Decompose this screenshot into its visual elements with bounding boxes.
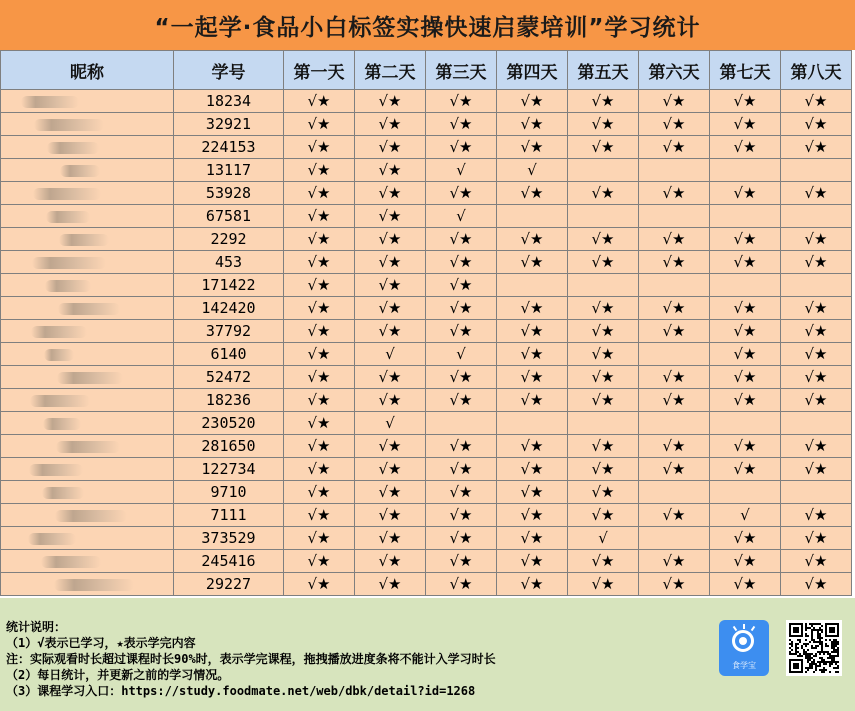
- day-6-cell: √★: [639, 389, 710, 412]
- day-3-cell: √: [426, 205, 497, 228]
- nickname-cell: [1, 527, 174, 550]
- day-1-cell: √★: [284, 527, 355, 550]
- table-row: [1, 343, 852, 366]
- day-1-cell: √★: [284, 113, 355, 136]
- student-id-cell: 37792: [174, 320, 284, 343]
- day-2-cell: √★: [355, 228, 426, 251]
- table-row: [1, 228, 852, 251]
- student-id-cell: 18234: [174, 90, 284, 113]
- day-5-cell: √★: [568, 550, 639, 573]
- day-6-cell: [639, 412, 710, 435]
- nickname-cell: [1, 343, 174, 366]
- student-id-cell: 29227: [174, 573, 284, 596]
- day-3-cell: [426, 412, 497, 435]
- day-7-cell: √★: [710, 343, 781, 366]
- nickname-cell: [1, 274, 174, 297]
- day-4-cell: √★: [497, 504, 568, 527]
- day-7-cell: [710, 412, 781, 435]
- blurred-nickname: [29, 464, 83, 476]
- day-2-cell: √★: [355, 458, 426, 481]
- student-id-cell: 6140: [174, 343, 284, 366]
- day-3-cell: √★: [426, 481, 497, 504]
- table-row: [1, 251, 852, 274]
- nickname-cell: [1, 251, 174, 274]
- day-3-cell: √★: [426, 550, 497, 573]
- day-5-cell: [568, 205, 639, 228]
- student-id-cell: 13117: [174, 159, 284, 182]
- student-id-cell: 32921: [174, 113, 284, 136]
- student-id-cell: 453: [174, 251, 284, 274]
- student-id-cell: 122734: [174, 458, 284, 481]
- day-5-cell: √★: [568, 228, 639, 251]
- nickname-cell: [1, 573, 174, 596]
- day-5-cell: √★: [568, 573, 639, 596]
- day-8-cell: √★: [781, 366, 852, 389]
- day-4-cell: √★: [497, 389, 568, 412]
- blurred-nickname: [59, 234, 109, 246]
- day-5-cell: [568, 412, 639, 435]
- table-row: [1, 389, 852, 412]
- app-logo-label: 食学宝: [732, 661, 756, 670]
- day-7-cell: √★: [710, 527, 781, 550]
- table-row: [1, 435, 852, 458]
- table-row: [1, 205, 852, 228]
- day-6-cell: [639, 343, 710, 366]
- day-2-cell: √★: [355, 573, 426, 596]
- day-2-cell: √: [355, 412, 426, 435]
- day-8-cell: √★: [781, 504, 852, 527]
- day-5-cell: √: [568, 527, 639, 550]
- day-2-cell: √★: [355, 90, 426, 113]
- day-7-cell: [710, 159, 781, 182]
- day-1-cell: √★: [284, 136, 355, 159]
- day-4-cell: √★: [497, 573, 568, 596]
- blurred-nickname: [58, 303, 120, 315]
- day-1-cell: √★: [284, 504, 355, 527]
- nickname-cell: [1, 389, 174, 412]
- day-5-cell: √★: [568, 136, 639, 159]
- table-row: [1, 458, 852, 481]
- day-3-cell: √★: [426, 527, 497, 550]
- day-4-cell: √★: [497, 113, 568, 136]
- notes-heading: 统计说明：: [6, 620, 67, 634]
- day-1-cell: √★: [284, 458, 355, 481]
- day-8-cell: √★: [781, 550, 852, 573]
- day-1-cell: √★: [284, 90, 355, 113]
- blurred-nickname: [46, 211, 90, 223]
- day-2-cell: √★: [355, 550, 426, 573]
- day-6-cell: √★: [639, 435, 710, 458]
- student-id-cell: 53928: [174, 182, 284, 205]
- day-3-cell: √★: [426, 251, 497, 274]
- day-8-cell: √★: [781, 527, 852, 550]
- day-6-cell: [639, 205, 710, 228]
- table-row: [1, 550, 852, 573]
- day-8-cell: [781, 159, 852, 182]
- day-4-cell: √★: [497, 228, 568, 251]
- day-5-cell: √★: [568, 389, 639, 412]
- day-8-cell: √★: [781, 458, 852, 481]
- header-day-3: 第三天: [426, 51, 497, 90]
- day-7-cell: √★: [710, 435, 781, 458]
- day-1-cell: √★: [284, 228, 355, 251]
- table-row: [1, 573, 852, 596]
- nickname-cell: [1, 550, 174, 573]
- day-8-cell: √★: [781, 343, 852, 366]
- blurred-nickname: [43, 418, 81, 430]
- day-3-cell: √: [426, 159, 497, 182]
- day-4-cell: √★: [497, 320, 568, 343]
- day-2-cell: √★: [355, 504, 426, 527]
- blurred-nickname: [56, 441, 120, 453]
- blurred-nickname: [31, 326, 87, 338]
- day-7-cell: √★: [710, 458, 781, 481]
- nickname-cell: [1, 228, 174, 251]
- day-7-cell: [710, 274, 781, 297]
- day-6-cell: √★: [639, 320, 710, 343]
- day-5-cell: √★: [568, 113, 639, 136]
- day-4-cell: √★: [497, 251, 568, 274]
- day-7-cell: [710, 481, 781, 504]
- day-1-cell: √★: [284, 251, 355, 274]
- day-7-cell: √★: [710, 366, 781, 389]
- day-8-cell: [781, 274, 852, 297]
- day-6-cell: √★: [639, 458, 710, 481]
- header-day-2: 第二天: [355, 51, 426, 90]
- day-7-cell: √★: [710, 136, 781, 159]
- day-3-cell: √★: [426, 297, 497, 320]
- day-4-cell: √★: [497, 527, 568, 550]
- day-5-cell: [568, 274, 639, 297]
- student-id-cell: 224153: [174, 136, 284, 159]
- table-row: [1, 527, 852, 550]
- day-1-cell: √★: [284, 573, 355, 596]
- student-id-cell: 18236: [174, 389, 284, 412]
- student-id-cell: 230520: [174, 412, 284, 435]
- day-2-cell: √★: [355, 159, 426, 182]
- student-id-cell: 7111: [174, 504, 284, 527]
- student-id-cell: 67581: [174, 205, 284, 228]
- day-2-cell: √★: [355, 113, 426, 136]
- day-3-cell: √★: [426, 228, 497, 251]
- day-1-cell: √★: [284, 320, 355, 343]
- day-1-cell: √★: [284, 412, 355, 435]
- day-8-cell: √★: [781, 435, 852, 458]
- nickname-cell: [1, 205, 174, 228]
- day-8-cell: √★: [781, 90, 852, 113]
- day-8-cell: √★: [781, 113, 852, 136]
- header-day-4: 第四天: [497, 51, 568, 90]
- nickname-cell: [1, 412, 174, 435]
- blurred-nickname: [55, 510, 127, 522]
- day-5-cell: √★: [568, 297, 639, 320]
- day-2-cell: √★: [355, 366, 426, 389]
- table-body: [1, 90, 852, 596]
- day-3-cell: √★: [426, 136, 497, 159]
- day-5-cell: √★: [568, 90, 639, 113]
- student-id-cell: 373529: [174, 527, 284, 550]
- blurred-nickname: [30, 395, 90, 407]
- day-2-cell: √★: [355, 205, 426, 228]
- day-8-cell: √★: [781, 251, 852, 274]
- day-2-cell: √★: [355, 182, 426, 205]
- day-2-cell: √★: [355, 136, 426, 159]
- header-day-8: 第八天: [781, 51, 852, 90]
- day-2-cell: √: [355, 343, 426, 366]
- day-8-cell: [781, 205, 852, 228]
- day-7-cell: √★: [710, 113, 781, 136]
- blurred-nickname: [41, 556, 101, 568]
- day-3-cell: √★: [426, 366, 497, 389]
- nickname-cell: [1, 182, 174, 205]
- day-8-cell: √★: [781, 228, 852, 251]
- table-row: [1, 297, 852, 320]
- note-3-course-link[interactable]: （3）课程学习入口：https://study.foodmate.net/web/dbk/detail?id=1268: [6, 684, 476, 698]
- day-3-cell: √★: [426, 504, 497, 527]
- day-1-cell: √★: [284, 159, 355, 182]
- day-7-cell: √★: [710, 90, 781, 113]
- day-6-cell: √★: [639, 113, 710, 136]
- day-2-cell: √★: [355, 297, 426, 320]
- note-2: （2）每日统计，并更新之前的学习情况。: [6, 668, 230, 682]
- app-logo-icon: [719, 620, 769, 676]
- day-1-cell: √★: [284, 389, 355, 412]
- table-row: [1, 320, 852, 343]
- student-id-cell: 171422: [174, 274, 284, 297]
- table-row: [1, 504, 852, 527]
- table-row: [1, 274, 852, 297]
- day-6-cell: √★: [639, 504, 710, 527]
- day-8-cell: √★: [781, 182, 852, 205]
- nickname-cell: [1, 297, 174, 320]
- header-row: [1, 51, 852, 90]
- day-7-cell: [710, 205, 781, 228]
- day-2-cell: √★: [355, 527, 426, 550]
- day-6-cell: √★: [639, 366, 710, 389]
- day-4-cell: √★: [497, 297, 568, 320]
- day-1-cell: √★: [284, 435, 355, 458]
- student-id-cell: 2292: [174, 228, 284, 251]
- day-8-cell: [781, 481, 852, 504]
- nickname-cell: [1, 481, 174, 504]
- day-3-cell: √★: [426, 435, 497, 458]
- day-3-cell: √★: [426, 320, 497, 343]
- day-6-cell: [639, 481, 710, 504]
- day-6-cell: √★: [639, 228, 710, 251]
- blurred-nickname: [44, 349, 74, 361]
- day-3-cell: √★: [426, 573, 497, 596]
- day-4-cell: √★: [497, 182, 568, 205]
- header-day-1: 第一天: [284, 51, 355, 90]
- blurred-nickname: [60, 165, 100, 177]
- table-row: [1, 113, 852, 136]
- day-5-cell: √★: [568, 366, 639, 389]
- day-3-cell: √★: [426, 458, 497, 481]
- day-1-cell: √★: [284, 297, 355, 320]
- header-day-7: 第七天: [710, 51, 781, 90]
- student-id-cell: 281650: [174, 435, 284, 458]
- header-day-6: 第六天: [639, 51, 710, 90]
- day-6-cell: √★: [639, 90, 710, 113]
- day-4-cell: √★: [497, 343, 568, 366]
- day-7-cell: √★: [710, 550, 781, 573]
- note-remark: 注：实际观看时长超过课程时长90%时，表示学完课程，拖拽播放进度条将不能计入学习时长: [6, 652, 496, 666]
- day-6-cell: √★: [639, 136, 710, 159]
- day-7-cell: √★: [710, 251, 781, 274]
- day-2-cell: √★: [355, 481, 426, 504]
- nickname-cell: [1, 504, 174, 527]
- day-8-cell: √★: [781, 136, 852, 159]
- day-3-cell: √★: [426, 274, 497, 297]
- day-4-cell: √★: [497, 136, 568, 159]
- day-5-cell: √★: [568, 504, 639, 527]
- day-5-cell: √★: [568, 458, 639, 481]
- nickname-cell: [1, 320, 174, 343]
- blurred-nickname: [33, 188, 101, 200]
- day-7-cell: √★: [710, 573, 781, 596]
- blurred-nickname: [57, 372, 123, 384]
- nickname-cell: [1, 113, 174, 136]
- student-id-cell: 9710: [174, 481, 284, 504]
- day-1-cell: √★: [284, 366, 355, 389]
- qr-code-icon: [786, 620, 842, 676]
- student-id-cell: 52472: [174, 366, 284, 389]
- header-student-id: 学号: [174, 51, 284, 90]
- day-4-cell: √★: [497, 550, 568, 573]
- day-6-cell: √★: [639, 297, 710, 320]
- nickname-cell: [1, 458, 174, 481]
- day-4-cell: [497, 274, 568, 297]
- header-day-5: 第五天: [568, 51, 639, 90]
- day-2-cell: √★: [355, 274, 426, 297]
- nickname-cell: [1, 136, 174, 159]
- student-id-cell: 142420: [174, 297, 284, 320]
- day-5-cell: √★: [568, 481, 639, 504]
- table-row: [1, 366, 852, 389]
- day-2-cell: √★: [355, 435, 426, 458]
- day-7-cell: √★: [710, 228, 781, 251]
- day-6-cell: √★: [639, 182, 710, 205]
- blurred-nickname: [32, 257, 106, 269]
- day-3-cell: √★: [426, 113, 497, 136]
- day-4-cell: [497, 205, 568, 228]
- day-8-cell: √★: [781, 297, 852, 320]
- blurred-nickname: [54, 579, 134, 591]
- nickname-cell: [1, 159, 174, 182]
- nickname-cell: [1, 366, 174, 389]
- header-nickname: 昵称: [1, 51, 174, 90]
- note-1: （1）√表示已学习，★表示学完内容: [6, 636, 196, 650]
- day-6-cell: √★: [639, 550, 710, 573]
- day-1-cell: √★: [284, 550, 355, 573]
- blurred-nickname: [34, 119, 104, 131]
- blurred-nickname: [45, 280, 91, 292]
- blurred-nickname: [21, 96, 79, 108]
- day-4-cell: √★: [497, 366, 568, 389]
- student-id-cell: 245416: [174, 550, 284, 573]
- day-4-cell: √: [497, 159, 568, 182]
- day-4-cell: [497, 412, 568, 435]
- table-row: [1, 136, 852, 159]
- day-8-cell: [781, 412, 852, 435]
- day-4-cell: √★: [497, 481, 568, 504]
- blurred-nickname: [42, 487, 84, 499]
- day-6-cell: [639, 274, 710, 297]
- day-2-cell: √★: [355, 320, 426, 343]
- day-6-cell: [639, 527, 710, 550]
- day-1-cell: √★: [284, 481, 355, 504]
- day-8-cell: √★: [781, 389, 852, 412]
- day-1-cell: √★: [284, 343, 355, 366]
- day-8-cell: √★: [781, 573, 852, 596]
- day-6-cell: √★: [639, 251, 710, 274]
- day-2-cell: √★: [355, 389, 426, 412]
- day-5-cell: √★: [568, 435, 639, 458]
- day-6-cell: √★: [639, 573, 710, 596]
- table-row: [1, 90, 852, 113]
- blurred-nickname: [47, 142, 99, 154]
- day-4-cell: √★: [497, 435, 568, 458]
- nickname-cell: [1, 90, 174, 113]
- day-3-cell: √: [426, 343, 497, 366]
- table-row: [1, 412, 852, 435]
- day-5-cell: [568, 159, 639, 182]
- day-7-cell: √★: [710, 389, 781, 412]
- day-1-cell: √★: [284, 182, 355, 205]
- stats-table: [0, 50, 852, 596]
- day-4-cell: √★: [497, 90, 568, 113]
- page-title: “一起学·食品小白标签实操快速启蒙培训”学习统计: [154, 14, 701, 41]
- table-row: [1, 159, 852, 182]
- day-5-cell: √★: [568, 320, 639, 343]
- day-7-cell: √: [710, 504, 781, 527]
- blurred-nickname: [28, 533, 76, 545]
- day-7-cell: √★: [710, 297, 781, 320]
- day-5-cell: √★: [568, 343, 639, 366]
- table-row: [1, 182, 852, 205]
- day-7-cell: √★: [710, 182, 781, 205]
- day-5-cell: √★: [568, 182, 639, 205]
- day-3-cell: √★: [426, 389, 497, 412]
- nickname-cell: [1, 435, 174, 458]
- day-3-cell: √★: [426, 90, 497, 113]
- day-1-cell: √★: [284, 205, 355, 228]
- day-4-cell: √★: [497, 458, 568, 481]
- day-2-cell: √★: [355, 251, 426, 274]
- day-5-cell: √★: [568, 251, 639, 274]
- day-1-cell: √★: [284, 274, 355, 297]
- title-bar: [0, 0, 855, 50]
- day-7-cell: √★: [710, 320, 781, 343]
- day-6-cell: [639, 159, 710, 182]
- day-3-cell: √★: [426, 182, 497, 205]
- table-row: [1, 481, 852, 504]
- day-8-cell: √★: [781, 320, 852, 343]
